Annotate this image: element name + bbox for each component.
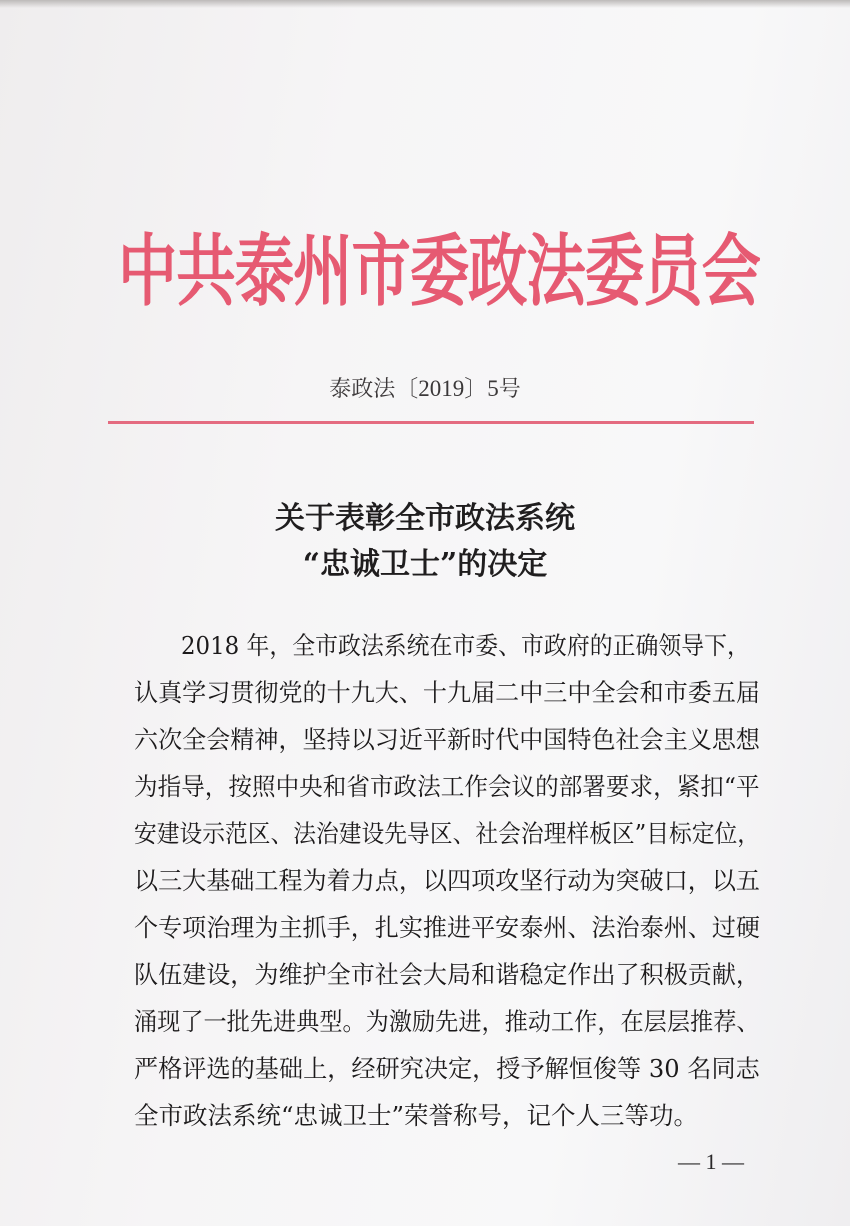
body-line: 2018 年，全市政法系统在市委、市政府的正确领导下， bbox=[181, 631, 750, 660]
document-title-line-2: “忠诚卫士”的决定 bbox=[302, 547, 548, 582]
body-line: 六次全会精神，坚持以习近平新时代中国特色社会主义思想 bbox=[134, 725, 760, 754]
doc-number-year: 〔2019〕 bbox=[395, 376, 488, 401]
page-number: — 1 — bbox=[678, 1149, 744, 1174]
scan-edge-shadow bbox=[0, 0, 850, 8]
doc-number-value: 5 bbox=[487, 376, 499, 401]
body-line: 个专项治理为主抓手，扎实推进平安泰州、法治泰州、过硬 bbox=[134, 913, 760, 942]
body-line: 安建设示范区、法治建设先导区、社会治理样板区”目标定位， bbox=[134, 819, 761, 848]
body-line: 涌现了一批先进典型。为激励先进，推动工作，在层层推荐、 bbox=[134, 1007, 760, 1036]
body-line: 严格评选的基础上，经研究决定，授予解恒俊等 30 名同志 bbox=[134, 1054, 760, 1083]
body-line: 以三大基础工程为着力点，以四项攻坚行动为突破口，以五 bbox=[134, 866, 760, 895]
doc-number-suffix: 号 bbox=[498, 377, 521, 402]
letterhead-org-name: 中共泰州市委政法委员会 bbox=[118, 224, 760, 318]
document-title-line-1: 关于表彰全市政法系统 bbox=[275, 501, 575, 536]
letterhead-divider bbox=[108, 421, 754, 424]
document-number bbox=[0, 374, 850, 405]
body-line: 队伍建设，为维护全市社会大局和谐稳定作出了积极贡献， bbox=[134, 960, 760, 989]
doc-number-prefix: 泰政法 bbox=[329, 377, 396, 402]
body-line: 认真学习贯彻党的十九大、十九届二中三中全会和市委五届 bbox=[134, 678, 760, 707]
body-line: 全市政法系统“忠诚卫士”荣誉称号，记个人三等功。 bbox=[134, 1101, 699, 1130]
body-line: 为指导，按照中央和省市政法工作会议的部署要求，紧扣“平 bbox=[134, 772, 760, 801]
